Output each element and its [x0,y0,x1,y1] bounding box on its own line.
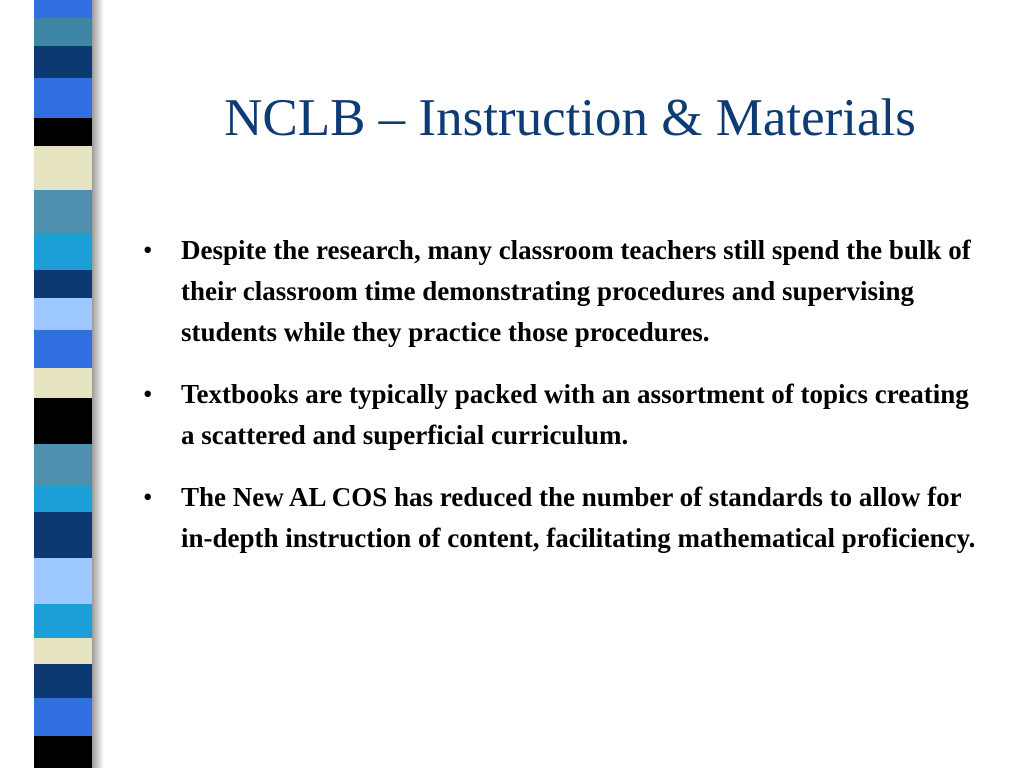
stripe-block [34,146,92,190]
bullet-list [143,230,983,580]
stripe-block [34,18,92,46]
stripe-shadow [92,0,104,768]
bullet-marker: • [143,482,153,512]
bullet-text: Textbooks are typically packed with an assortment of topics creating a scattered and superficial curriculum. [181,379,969,450]
stripe-block [34,0,92,18]
stripe-block [34,698,92,736]
stripe-block [34,190,92,234]
bullet-item [143,230,983,353]
stripe-block [34,78,92,118]
stripe-block [34,664,92,698]
bullet-text: The New AL COS has reduced the number of standards to allow for in-depth instruction of content, facilitating mathematical proficiency. [181,482,976,553]
bullet-item [143,477,983,559]
bullet-text: Despite the research, many classroom teachers still spend the bulk of their classroom time demonstrating procedures and supervising students while they practice those procedures. [181,235,971,347]
stripe-block [34,330,92,368]
stripe-block [34,604,92,638]
bullet-item [143,374,983,456]
stripe-block [34,486,92,512]
stripe-block [34,270,92,298]
stripe-block [34,368,92,398]
stripe-block [34,398,92,444]
stripe-block [34,558,92,604]
stripe-block [34,46,92,78]
stripe-block [34,512,92,558]
bullet-marker: • [143,235,153,265]
stripe-block [34,298,92,330]
slide-title: NCLB – Instruction & Materials [224,89,916,147]
stripe-block [34,736,92,768]
stripe-block [34,444,92,486]
stripe-block [34,118,92,146]
stripe-block [34,638,92,664]
stripe-block [34,234,92,270]
decorative-stripe [34,0,92,768]
bullet-marker: • [143,379,153,409]
